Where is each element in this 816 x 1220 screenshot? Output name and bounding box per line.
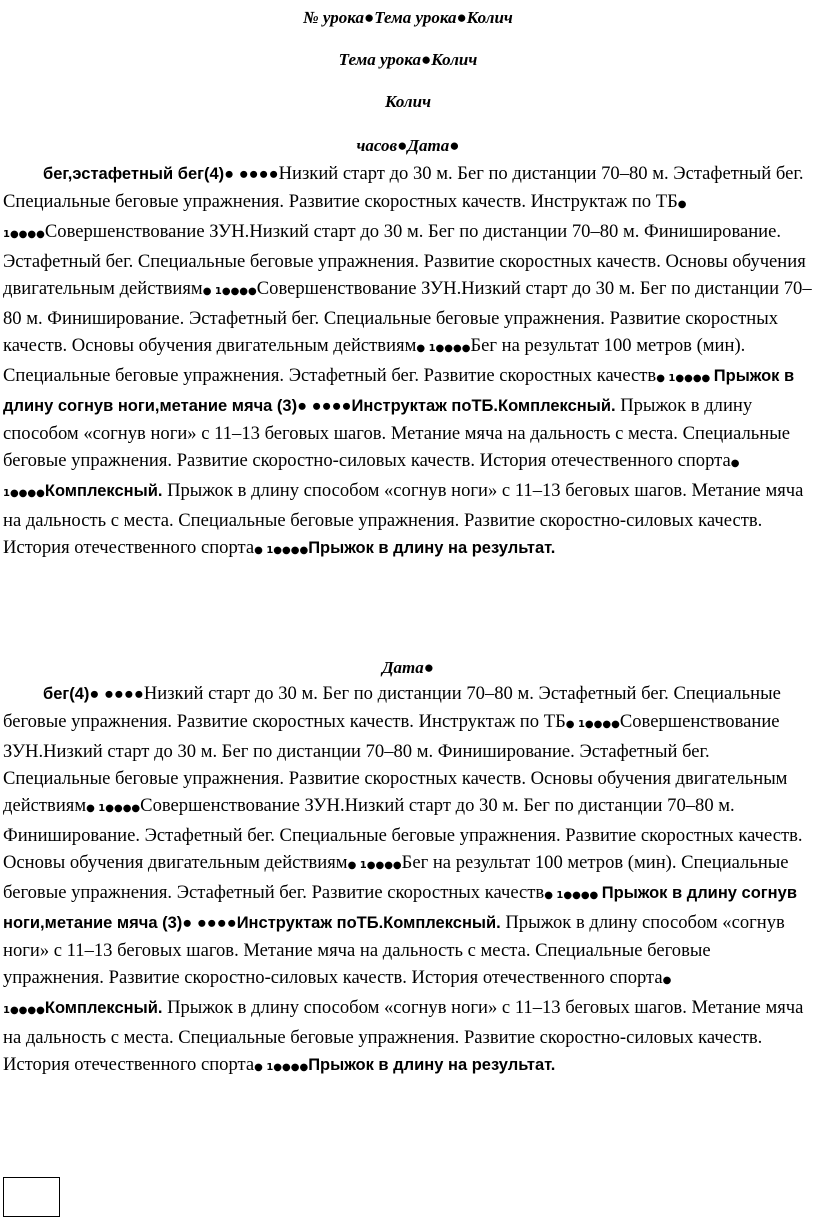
lesson-topic: бег,эстафетный бег(4)● ●●●● (43, 165, 279, 183)
empty-table-cell (3, 1177, 60, 1217)
lesson-text: Прыжок в длину способом «согнув ноги» с 11–13 беговых шагов. Метание мяча на дальность с места. Специальные беговые упражнения. Развитие скоростно-силовых качеств. История отечественного спорта (3, 997, 804, 1075)
section-1-paragraph (3, 160, 813, 564)
lesson-marker: ● 1●●●● (3, 199, 687, 240)
lesson-topic: Прыжок в длину согнув ноги,метание мяча (3)● ●●●●Инструктаж поТБ.Комплексный. (3, 367, 795, 415)
lesson-topic: Комплексный. (44, 999, 163, 1017)
lesson-topic: бег(4)● ●●●● (43, 685, 144, 703)
lesson-text: Прыжок в длину способом «согнув ноги» с 11–13 беговых шагов. Метание мяча на дальность с места. Специальные беговые упражнения. Развитие скоростно-силовых качеств. История отечественного спорта (3, 912, 785, 988)
header-line-1: № урока●Тема урока●Колич (303, 8, 513, 27)
lesson-text: Прыжок в длину способом «согнув ноги» с 11–13 беговых шагов. Метание мяча на дальность с места. Специальные беговые упражнения. Развитие скоростно-силовых качеств. История отечественного спорта (3, 395, 790, 471)
lesson-topic: Прыжок в длину согнув ноги,метание мяча (3)● ●●●●Инструктаж поТБ.Комплексный. (3, 884, 797, 932)
lesson-marker: ● 1●●●● (254, 1062, 309, 1073)
lesson-text: Бег на результат 100 метров (мин). Специальные беговые упражнения. Эстафетный бег. Развитие скоростных качеств (3, 852, 789, 903)
lesson-marker: ● 1●●●● (202, 286, 257, 297)
lesson-text: Совершенствование ЗУН.Низкий старт до 30 м. Бег по дистанции 70–80 м. Финиширование. Эстафетный бег. Специальные беговые упражнения. Развитие скоростных качеств. Основы обучения двигательным действиям (3, 221, 806, 299)
lesson-topic: Прыжок в длину на результат. (308, 539, 556, 557)
lesson-text: Прыжок в длину способом «согнув ноги» с 11–13 беговых шагов. Метание мяча на дальность с места. Специальные беговые упражнения. Развитие скоростно-силовых качеств. История отечественного спорта (3, 480, 804, 558)
section-2-paragraph (3, 680, 813, 1081)
lesson-marker: ● 1●●●● (416, 343, 471, 354)
lesson-topic: Прыжок в длину на результат. (308, 1056, 556, 1074)
lesson-marker: ● 1●●●● (347, 860, 402, 871)
lesson-text: Совершенствование ЗУН.Низкий старт до 30 м. Бег по дистанции 70–80 м. Финиширование. Эстафетный бег. Специальные беговые упражнения. Развитие скоростных качеств. Основы обучения двигательным действиям (3, 278, 812, 356)
lesson-marker: ● 1●●●● (86, 803, 141, 814)
section-2-heading: Дата● (381, 658, 435, 677)
lesson-marker: ● 1●●●● (3, 458, 740, 499)
lesson-marker: ● 1●●●● (254, 545, 309, 556)
lesson-marker: ● 1●●●● (3, 975, 672, 1016)
section-1-body (3, 160, 813, 564)
section-1-heading: часов●Дата● (356, 136, 460, 155)
lesson-marker: ● 1●●●● (656, 373, 714, 384)
lesson-topic: Комплексный. (44, 482, 163, 500)
lesson-text: Низкий старт до 30 м. Бег по дистанции 70–80 м. Эстафетный бег. Специальные беговые упражнения. Развитие скоростных качеств. Инструктаж по ТБ (3, 683, 781, 732)
lesson-text: Совершенствование ЗУН.Низкий старт до 30 м. Бег по дистанции 70–80 м. Финиширование. Эстафетный бег. Специальные беговые упражнения. Развитие скоростных качеств. Основы обучения двигательным действиям (3, 795, 803, 873)
lesson-text: Низкий старт до 30 м. Бег по дистанции 70–80 м. Эстафетный бег. Специальные беговые упражнения. Развитие скоростных качеств. Инструктаж по ТБ (3, 163, 804, 212)
lesson-marker: ● 1●●●● (544, 890, 602, 901)
header-line-2: Тема урока●Колич (338, 50, 478, 69)
lesson-marker: ● 1●●●● (565, 719, 620, 730)
lesson-text: Совершенствование ЗУН.Низкий старт до 30 м. Бег по дистанции 70–80 м. Финиширование. Эстафетный бег. Специальные беговые упражнения. Развитие скоростных качеств. Основы обучения двигательным действиям (3, 711, 788, 816)
header-line-3: Колич (384, 92, 432, 111)
lesson-text: Бег на результат 100 метров (мин). Специальные беговые упражнения. Эстафетный бег. Развитие скоростных качеств (3, 335, 746, 386)
section-2-body (3, 680, 813, 1081)
